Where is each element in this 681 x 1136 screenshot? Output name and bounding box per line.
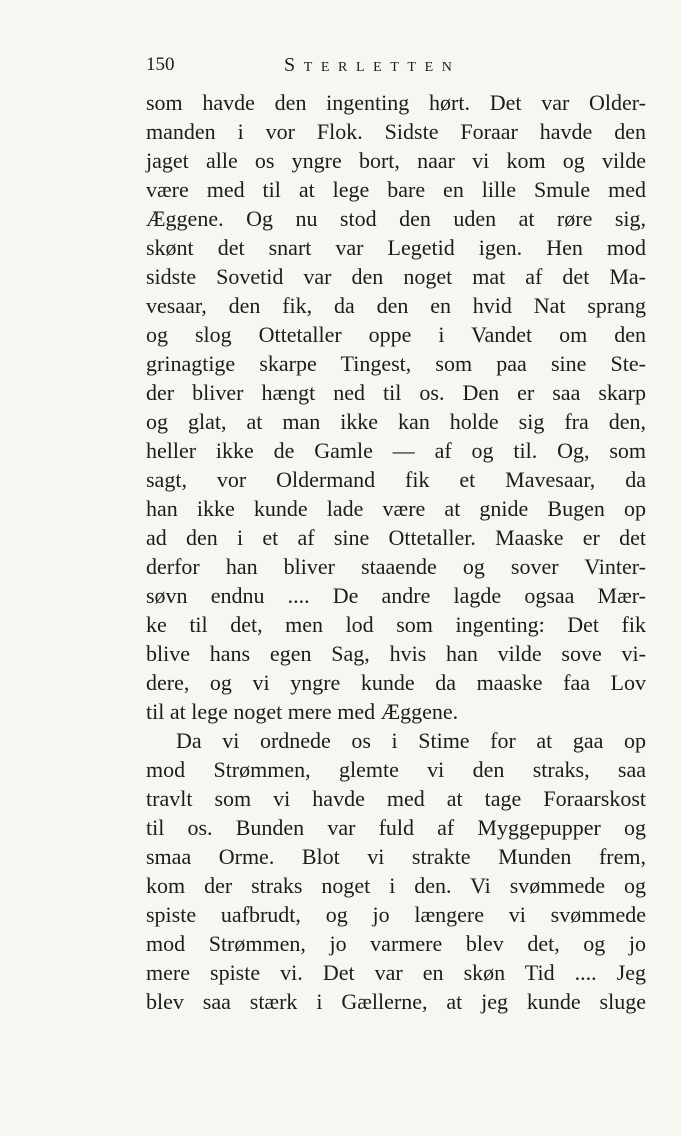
text-line: ad den i et af sine Ottetaller. Maaske er det [146,525,646,550]
text-line: han ikke kunde lade være at gnide Bugen op [146,496,646,521]
text-line: mod Strømmen, jo varmere blev det, og jo [146,931,646,956]
running-head [146,50,518,80]
text-line: heller ikke de Gamle — af og til. Og, som [146,438,646,463]
body-text [146,88,646,1016]
text-line: derfor han bliver staaende og sover Vinter- [146,554,646,579]
text-line: sagt, vor Oldermand fik et Mavesaar, da [146,467,646,492]
text-line: være med til at lege bare en lille Smule med [146,177,646,202]
text-line: og slog Ottetaller oppe i Vandet om den [146,322,646,347]
text-line: blive hans egen Sag, hvis han vilde sove vi- [146,641,646,666]
text-line: som havde den ingenting hørt. Det var Older- [146,90,646,115]
text-line: smaa Orme. Blot vi strakte Munden frem, [146,844,646,869]
text-line: søvn endnu .... De andre lagde ogsaa Mær- [146,583,646,608]
text-line: mod Strømmen, glemte vi den straks, saa [146,757,646,782]
page-number: 150 [146,54,175,75]
text-line: til os. Bunden var fuld af Myggepupper og [146,815,646,840]
text-line: der bliver hængt ned til os. Den er saa skarp [146,380,646,405]
text-line: travlt som vi havde med at tage Foraarskost [146,786,646,811]
text-line: vesaar, den fik, da den en hvid Nat sprang [146,293,646,318]
text-line: blev saa stærk i Gællerne, at jeg kunde sluge [146,989,646,1014]
text-line: Da vi ordnede os i Stime for at gaa op [176,728,646,753]
text-line: til at lege noget mere med Æggene. [146,699,459,724]
text-line: sidste Sovetid var den noget mat af det Ma- [146,264,646,289]
text-line: og glat, at man ikke kan holde sig fra den, [146,409,646,434]
text-line: spiste uafbrudt, og jo længere vi svømmede [146,902,646,927]
text-line: manden i vor Flok. Sidste Foraar havde den [146,119,646,144]
text-line: skønt det snart var Legetid igen. Hen mod [146,235,646,260]
text-line: kom der straks noget i den. Vi svømmede og [146,873,646,898]
text-line: grinagtige skarpe Tingest, som paa sine Ste- [146,351,646,376]
text-line: Æggene. Og nu stod den uden at røre sig, [146,206,646,231]
text-line: mere spiste vi. Det var en skøn Tid .... Jeg [146,960,646,985]
running-title: Sterletten [284,54,461,76]
text-line: ke til det, men lod som ingenting: Det fik [146,612,646,637]
text-line: jaget alle os yngre bort, naar vi kom og vilde [146,148,646,173]
text-line: dere, og vi yngre kunde da maaske faa Lov [146,670,646,695]
